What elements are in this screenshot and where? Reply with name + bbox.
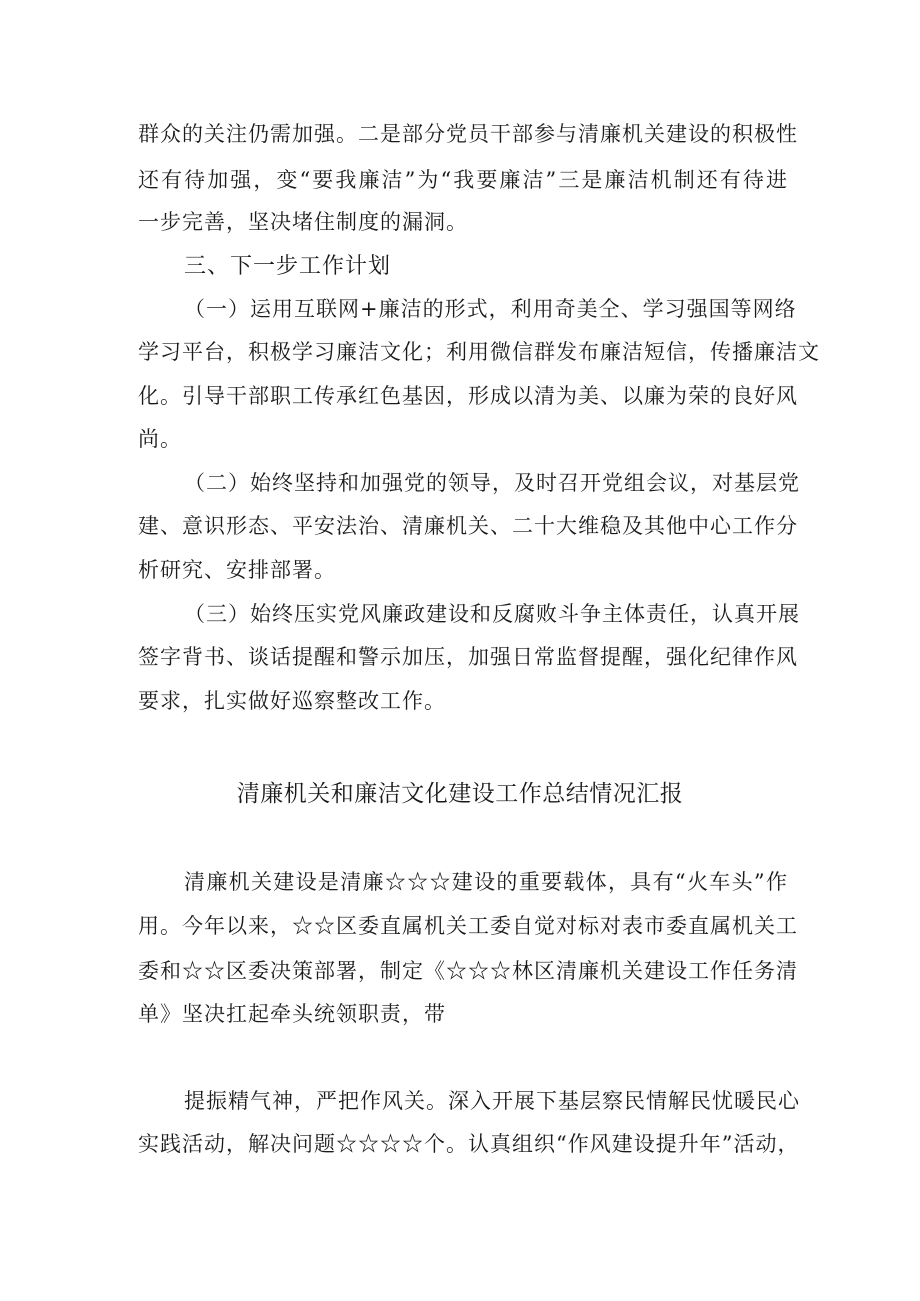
report-para1-line: 单》坚决扛起牵头统领职责，带 bbox=[138, 1002, 446, 1026]
item1-line: 化。引导干部职工传承红色基因，形成以清为美、以廉为荣的良好风 bbox=[138, 384, 798, 408]
item3-line: 要求，扎实做好巡察整改工作。 bbox=[138, 689, 446, 713]
report-para1-line: 用。今年以来，☆☆区委直属机关工委自觉对标对表市委直属机关工 bbox=[138, 914, 798, 938]
report-para2-line: 提振精气神，严把作风关。深入开展下基层察民情解民忧暖民心 bbox=[184, 1089, 800, 1113]
report-title: 清廉机关和廉洁文化建设工作总结情况汇报 bbox=[236, 781, 684, 807]
report-para2-line: 实践活动，解决问题☆☆☆☆个。认真组织“作风建设提升年”活动， bbox=[138, 1132, 800, 1156]
item2-line: （二）始终坚持和加强党的领导，及时召开党组会议，对基层党 bbox=[184, 471, 800, 495]
body-line: 群众的关注仍需加强。二是部分党员干部参与清廉机关建设的积极性 bbox=[138, 122, 798, 146]
item3-line: 签字背书、谈话提醒和警示加压，加强日常监督提醒，强化纪律作风 bbox=[138, 645, 798, 669]
section-heading: 三、下一步工作计划 bbox=[184, 254, 392, 279]
body-line: 一步完善，坚决堵住制度的漏洞。 bbox=[138, 210, 468, 234]
item3-line: （三）始终压实党风廉政建设和反腐败斗争主体责任，认真开展 bbox=[184, 602, 800, 626]
report-para1-line: 委和☆☆区委决策部署，制定《☆☆☆林区清廉机关建设工作任务清 bbox=[138, 959, 798, 983]
item2-line: 建、意识形态、平安法治、清廉机关、二十大维稳及其他中心工作分 bbox=[138, 514, 798, 538]
item1-line: 学习平台，积极学习廉洁文化；利用微信群发布廉洁短信，传播廉洁文 bbox=[138, 340, 820, 364]
item1-line: （一）运用互联网+廉洁的形式，利用奇美仝、学习强国等网络 bbox=[184, 297, 797, 321]
report-para1-line: 清廉机关建设是清廉☆☆☆建设的重要载体，具有“火车头”作 bbox=[184, 870, 788, 894]
item1-line: 尚。 bbox=[138, 427, 182, 451]
item2-line: 析研究、安排部署。 bbox=[138, 558, 336, 582]
body-line: 还有待加强，变“要我廉洁”为“我要廉洁”三是廉洁机制还有待进 bbox=[138, 168, 788, 192]
